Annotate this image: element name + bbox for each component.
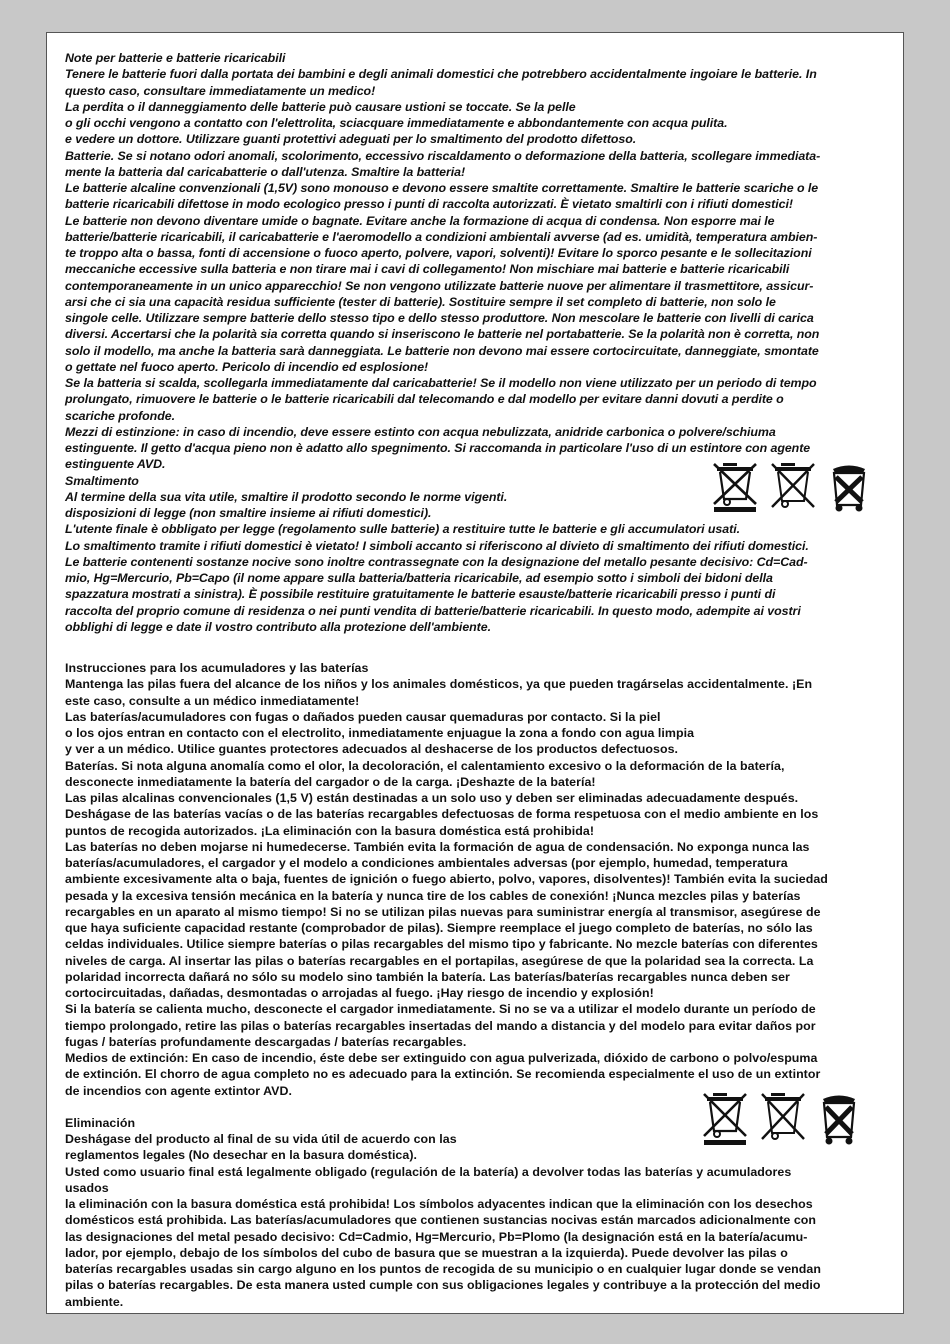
text-line: fugas / baterías profundamente descargadas / baterías recargables. [65,1034,467,1049]
text-line: disposizioni di legge (non smaltire insieme ai rifiuti domestici). [65,506,432,520]
spanish-section [65,660,885,1310]
text-line: prolungato, rimuovere le batterie o le batterie ricaricabili dal telecomando e dal modello per evitare danni dovuti a perdite o [65,392,784,407]
text-line: Si la batería se calienta mucho, desconecte el cargador inmediatamente. Si no se va a utilizar el modelo durante un período de [65,1002,816,1017]
text-line: Mezzi di estinzione: in caso di incendio, deve essere estinto con acqua nebulizzata, anidride carbonica o polvere/schiuma [65,424,776,439]
text-line: desconecte inmediatamente la batería del cargador o de la carga. ¡Deshazte de la batería! [65,774,596,789]
text-line: cortocircuitadas, dañadas, desmontadas o arrojadas al fuego. ¡Hay riesgo de incendio y explosión! [65,986,654,1000]
text-line: Le batterie alcaline convenzionali (1,5V) sono monouso e devono essere smaltite correttamente. Smaltire le batterie scariche o le [65,181,819,195]
text-line: Usted como usuario final está legalmente obligado (regulación de la batería) a devolver todas las baterías y acumuladores [65,1164,792,1179]
text-line: estinguente. Il getto d'acqua pieno non è adatto allo spegnimento. Si raccomanda in particolare l'uso di un estintore con agente [65,441,811,455]
text-line: questo caso, consultare immediatamente un medico! [65,83,376,98]
text-line: las designaciones del metal pesado decisivo: Cd=Cadmio, Hg=Mercurio, Pb=Plomo (la designación está en la batería/acumu- [65,1229,808,1244]
italian-disposal-heading: Smaltimento [65,473,139,488]
spanish-disposal-body [65,1131,885,1310]
text-line: celdas individuales. Utilice siempre baterías o pilas recargables del mismo tipo y fabricante. No mezcle baterías con diferentes [65,937,818,952]
text-line: Tenere le batterie fuori dalla portata dei bambini e degli animali domestici che potrebbero accidentalmente ingoiare le batterie. In [65,67,817,82]
italian-section [65,50,885,635]
crossed-wheeled-container-icon [827,461,871,513]
text-line: de extinción. El chorro de agua completo no es adecuado para la extinción. Se recomienda especialmente el uso de un extintor [65,1067,821,1082]
text-line: singole celle. Utilizzare sempre batterie dello stesso tipo e dello stesso produttore. Non mescolare le batterie con livelli di carica [65,311,814,325]
text-line: batterie ricaricabili difettose in modo ecologico presso i punti di raccolta autorizzati. È vietato smaltirli con i rifiuti domestici! [65,197,793,212]
text-line: spazzatura mostrati a sinistra). È possibile restituire gratuitamente le batterie esauste/batterie ricaricabili presso i punti di [65,587,776,602]
spanish-body [65,676,885,1099]
text-line: o gettate nel fuoco aperto. Pericolo di incendio ed esplosione! [65,359,429,374]
crossed-bin-icon [769,461,817,513]
text-line: e vedere un dottore. Utilizzare guanti protettivi adeguati per lo smaltimento del prodotto difettoso. [65,132,637,147]
crossed-bin-with-bar-icon [701,1091,749,1147]
italian-disposal-icons [711,461,871,513]
text-line: meccaniche eccessive sulla batteria e non tirare mai i cavi di collegamento! Non mischiare mai batterie e batterie ricaricabili [65,262,790,277]
text-line: o los ojos entran en contacto con el electrolito, inmediatamente enjuague la zona a fondo con agua limpia [65,726,695,740]
text-line: Las baterías no deben mojarse ni humedecerse. También evita la formación de agua de condensación. No exponga nunca las [65,839,810,854]
text-line: Batterie. Se si notano odori anomali, scolorimento, eccessivo riscaldamento o deformazione della batteria, scollegare immediata- [65,148,821,163]
text-line: Se la batteria si scalda, scollegarla immediatamente dal caricabatterie! Se il modello non viene utilizzato per un periodo di tempo [65,376,817,390]
text-line: Le batterie non devono diventare umide o bagnate. Evitare anche la formazione di acqua di condensa. Non esporre mai le [65,213,775,228]
text-line: mente la batteria dal caricabatterie o dall'utenza. Smaltire la batteria! [65,164,466,179]
text-line: L'utente finale è obbligato per legge (regolamento sulle batterie) a restituire tutte le batterie e gli accumulatori usati. [65,522,740,537]
text-line: ambiente. [65,1294,124,1309]
text-line: Lo smaltimento tramite i rifiuti domestici è vietato! I simboli accanto si riferiscono al divieto di smaltimento dei rifiuti domestici. [65,538,809,553]
text-line: solo il modello, ma anche la batteria sarà danneggiata. Le batterie non devono mai essere cortocircuitate, danneggiate, smontate [65,343,819,358]
text-line: arsi che ci sia una capacità residua sufficiente (tester di batterie). Sostituire sempre il set completo di batterie, non solo le [65,294,776,309]
text-line: Mantenga las pilas fuera del alcance de los niños y los animales domésticos, ya que pueden tragárselas accidentalmente. ¡En [65,677,813,692]
text-line: tiempo prolongado, retire las pilas o baterías recargables insertadas del mando a distancia y del modelo para evitar daños por [65,1018,816,1033]
text-line: Deshágase de las baterías vacías o de las baterías recargables defectuosas de forma respetuosa con el medio ambiente en los [65,807,819,822]
text-line: lador, por ejemplo, debajo de los símbolos del cubo de basura que se muestran a la izquierda). Puede devolver las pilas o [65,1245,788,1260]
crossed-bin-with-bar-icon [711,461,759,513]
text-line: este caso, consulte a un médico inmediatamente! [65,693,360,708]
text-line: baterías/acumuladores, el cargador y el modelo a condiciones ambientales adversas (por ejemplo, humedad, temperatura [65,856,788,870]
italian-heading: Note per batterie e batterie ricaricabili [65,51,286,65]
text-line: Medios de extinción: En caso de incendio, éste debe ser extinguido con agua pulverizada, dióxido de carbono o polvo/espuma [65,1051,818,1065]
text-line: batterie/batterie ricaricabili, il caricabatterie e l'aeromodello a condizioni ambientali avverse (ad es. umidità, temperatura ambien- [65,229,818,244]
text-line: raccolta del proprio comune di residenza o nei punti vendita di batterie/batterie ricaricabili. In questo modo, adempite ai vostri [65,603,801,618]
text-line: ambiente excesivamente alta o baja, fuentes de ignición o fuego abierto, polvo, vapores, disolventes)! También evita la suciedad [65,872,828,887]
text-line: Baterías. Si nota alguna anomalía como el olor, la decoloración, el calentamiento excesivo o la deformación de la batería, [65,758,785,773]
text-line: que haya suficiente capacidad restante (comprobador de pilas). Siempre reemplace el juego completo de baterías, no sólo las [65,921,813,935]
text-line: pesada y la excesiva tensión mecánica en la batería y nunca tire de los cables de conexión! ¡Nunca mezcles pilas y baterías [65,888,801,903]
text-line: puntos de recogida autorizados. ¡La eliminación con la basura doméstica está prohibida! [65,823,594,838]
text-line: o gli occhi vengono a contatto con l'elettrolita, sciacquare immediatamente e abbondantemente con acqua pulita. [65,116,728,130]
italian-body [65,66,885,472]
text-line: reglamentos legales (No desechar en la basura doméstica). [65,1148,417,1163]
text-line: pilas o baterías recargables. De esta manera usted cumple con sus obligaciones legales y contribuye a la protección del medio [65,1278,821,1293]
text-line: Las pilas alcalinas convencionales (1,5 V) están destinadas a un solo uso y deben ser eliminadas adecuadamente después. [65,791,799,805]
crossed-bin-icon [759,1091,807,1147]
text-line: Las baterías/acumuladores con fugas o dañados pueden causar quemaduras por contacto. Si la piel [65,709,661,724]
text-line: scariche profonde. [65,408,175,423]
text-line: diversi. Accertarsi che la polarità sia corretta quando si inseriscono le batterie nel portabatterie. Se la polarità non è corretta, non [65,327,820,342]
text-line: y ver a un médico. Utilice guantes protectores adecuados al deshacerse de los productos defectuosos. [65,742,679,757]
text-line: baterías recargables usadas sin cargo alguno en los puntos de recogida de su municipio o en cualquier lugar donde se vendan [65,1262,821,1276]
text-line: de incendios con agente extintor AVD. [65,1083,292,1098]
text-line: Al termine della sua vita utile, smaltire il prodotto secondo le norme vigenti. [65,489,508,504]
document-page [46,32,904,1314]
text-line: Deshágase del producto al final de su vida útil de acuerdo con las [65,1132,457,1146]
spanish-disposal-icons [701,1091,861,1147]
text-line: polaridad incorrecta dañará no sólo su modelo sino también la batería. Las baterías/baterías recargables nunca deben ser [65,969,790,984]
text-line: domésticos está prohibida. Las baterías/acumuladores que contienen sustancias nocivas están marcados adicionalmente con [65,1213,817,1228]
text-line: Le batterie contenenti sostanze nocive sono inoltre contrassegnate con la designazione del metallo pesante decisivo: Cd=Cad- [65,554,808,569]
crossed-wheeled-container-icon [817,1091,861,1147]
text-line: niveles de carga. Al insertar las pilas o baterías recargables en el portapilas, asegúrese de que la polaridad sea la correcta. La [65,953,814,968]
text-line: te troppo alta o bassa, fonti di accensione o fuoco aperto, polvere, vapori, solventi)! Evitare lo sporco pesante e le sollecitazioni [65,246,812,260]
text-line: La perdita o il danneggiamento delle batterie può causare ustioni se toccate. Se la pelle [65,99,576,114]
text-line: mio, Hg=Mercurio, Pb=Capo (il nome appare sulla batteria/batteria ricaricabile, ad esempio sotto i simboli dei bidoni della [65,571,773,585]
text-line: la eliminación con la basura doméstica está prohibida! Los símbolos adyacentes indican que la eliminación con los desechos [65,1197,813,1211]
text-line: usados [65,1180,109,1195]
text-line: estinguente AVD. [65,457,166,472]
text-line: obblighi di legge e date il vostro contributo alla protezione dell'ambiente. [65,619,491,634]
spanish-disposal-heading: Eliminación [65,1115,136,1130]
text-line: contemporaneamente in un unico apparecchio! Se non vengono utilizzate batterie nuove per alimentare il trasmettitore, assicur- [65,278,814,293]
text-line: recargables en un aparato al mismo tiempo! Si no se utilizan pilas nuevas para suministrar energía al transmisor, asegúrese de [65,904,821,919]
spanish-heading: Instrucciones para los acumuladores y las baterías [65,661,369,675]
